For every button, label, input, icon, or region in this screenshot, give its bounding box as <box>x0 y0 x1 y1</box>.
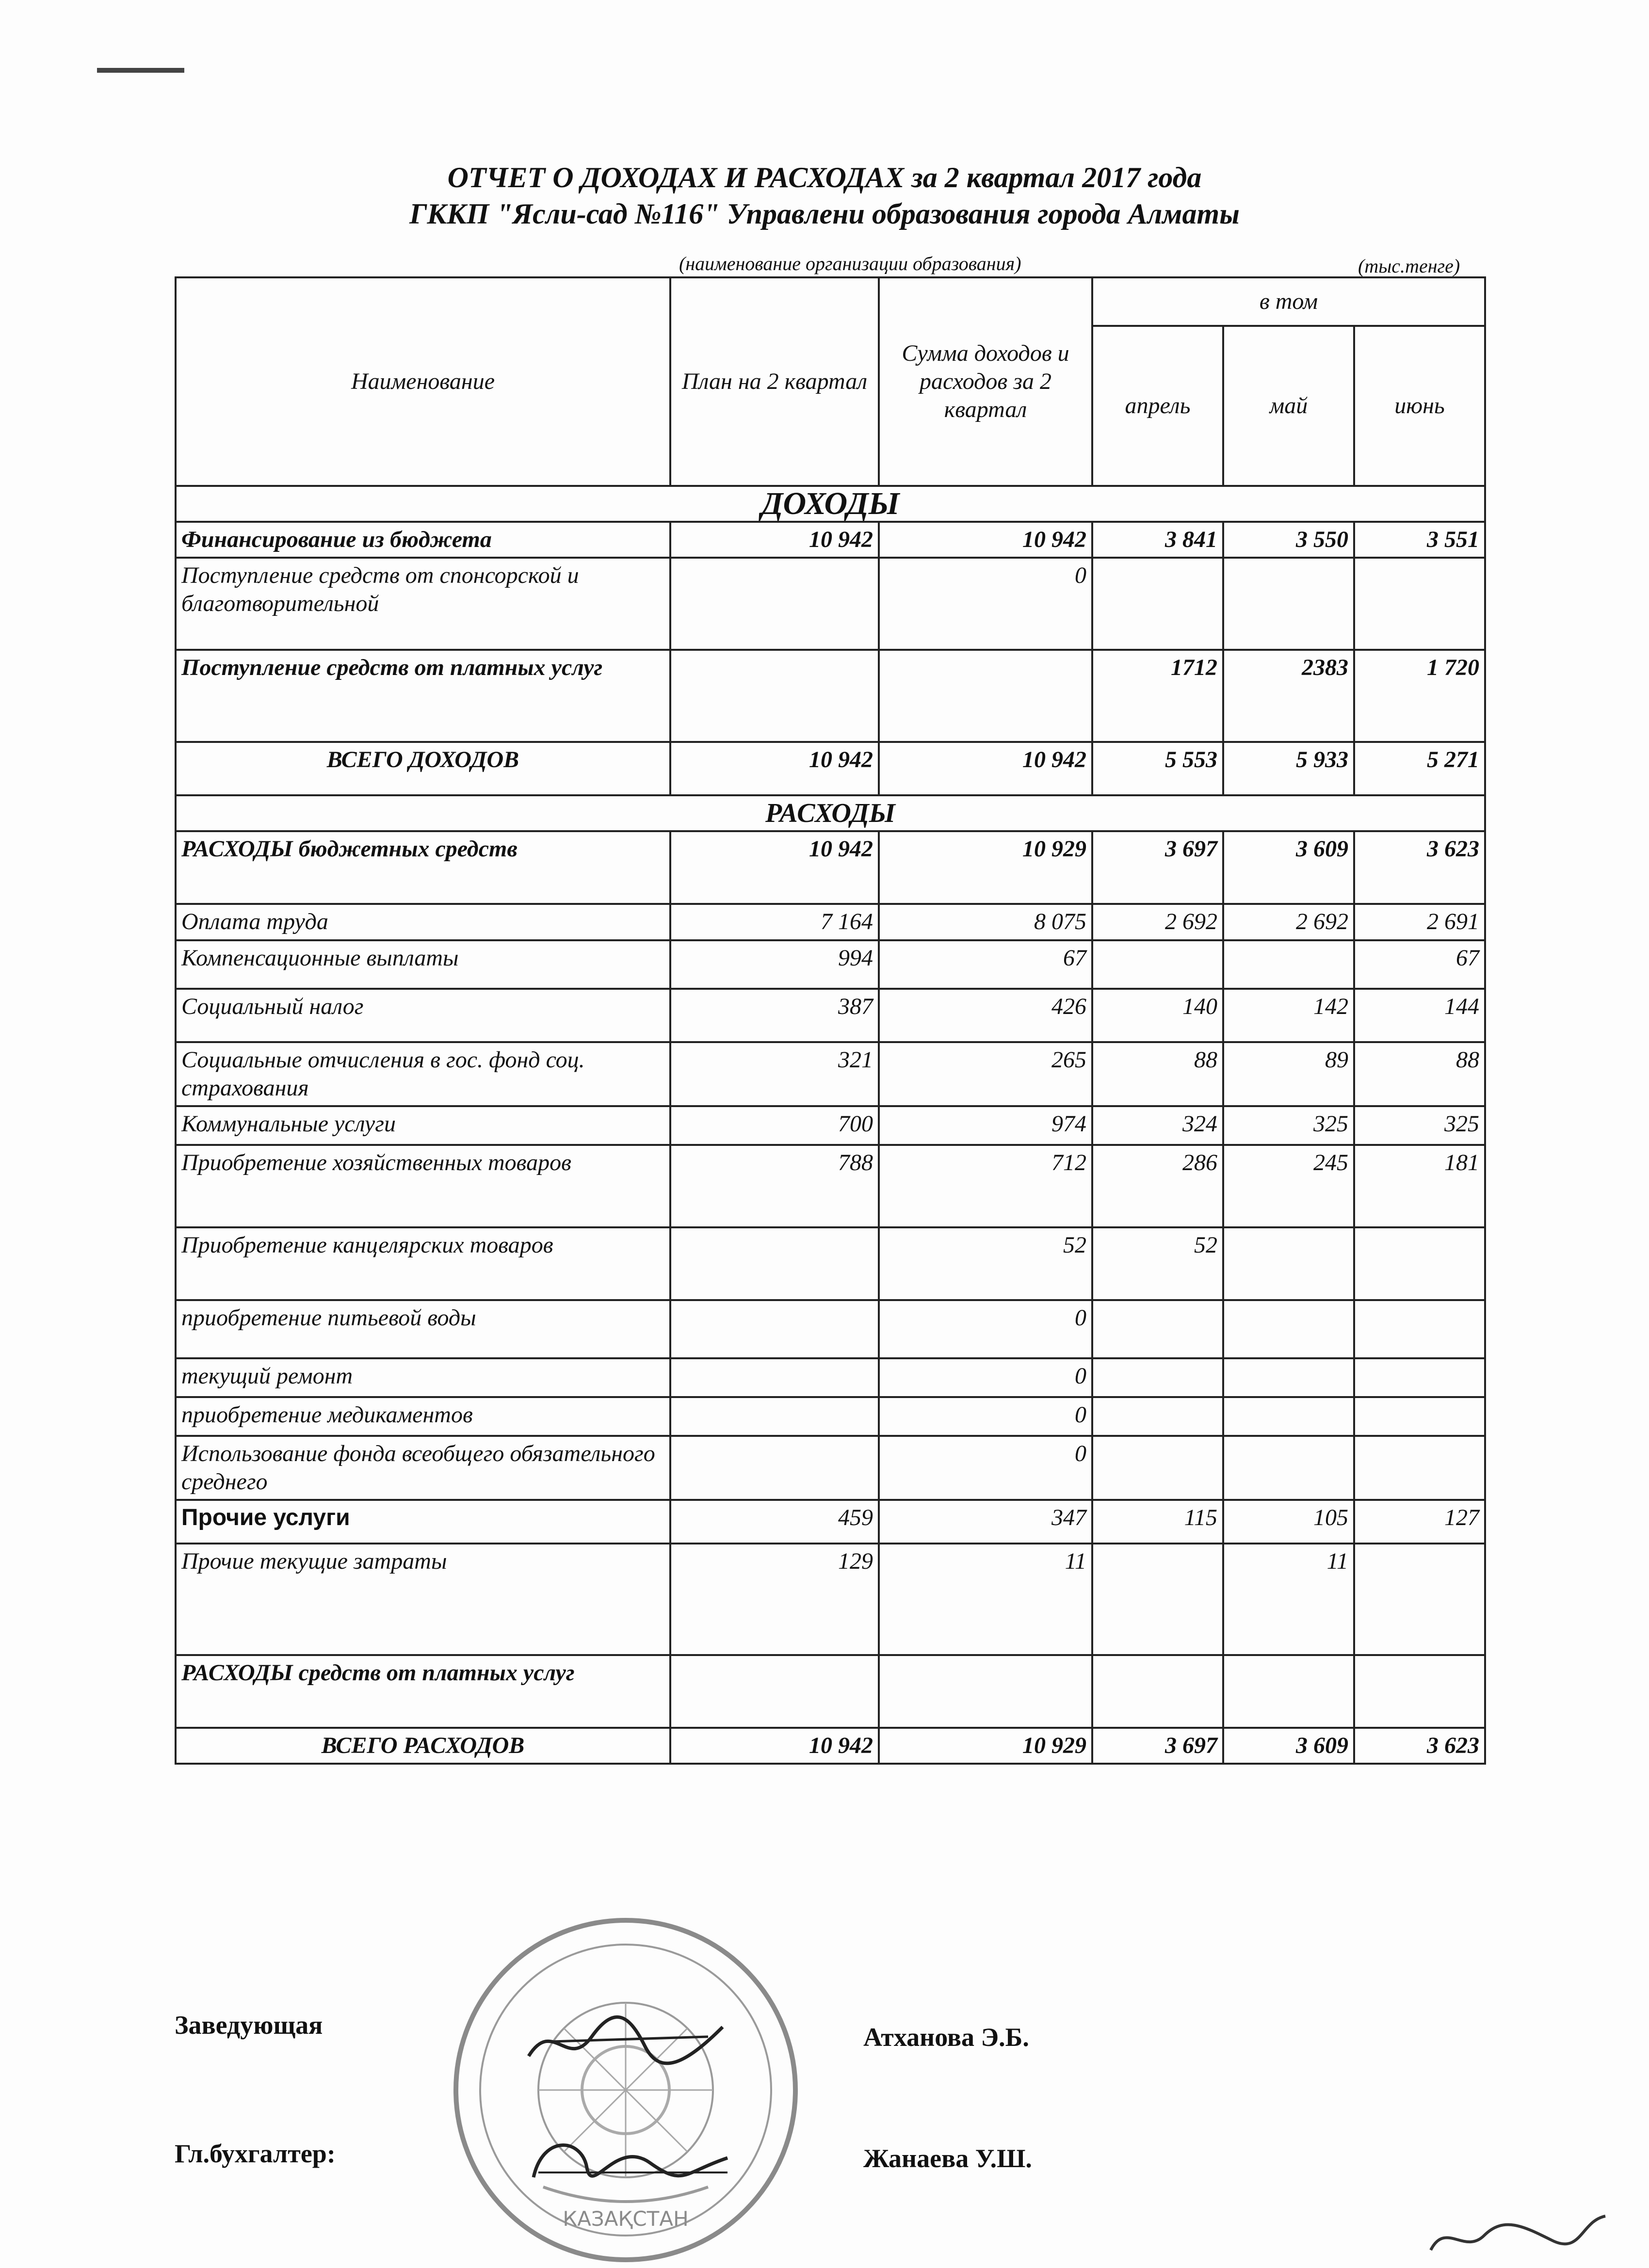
official-seal <box>451 1915 800 2265</box>
cell-may: 2 692 <box>1223 904 1354 940</box>
cell-april <box>1092 1300 1223 1358</box>
cell-plan <box>670 1358 879 1397</box>
cell-may: 3 550 <box>1223 522 1354 558</box>
cell-april <box>1092 1436 1223 1500</box>
units-caption: (тыс.тенге) <box>1358 255 1460 277</box>
cell-sum: 0 <box>879 1358 1092 1397</box>
cell-plan: 10 942 <box>670 1728 879 1764</box>
expense-row <box>176 989 1485 1042</box>
cell-may <box>1223 558 1354 650</box>
cell-may: 3 609 <box>1223 1728 1354 1764</box>
seal-country-text: КАЗАҚСТАН <box>563 2207 689 2231</box>
cell-april: 3 841 <box>1092 522 1223 558</box>
cell-sum: 10 942 <box>879 522 1092 558</box>
cell-name: Компенсационные выплаты <box>176 940 670 989</box>
cell-sum <box>879 1655 1092 1728</box>
cell-plan <box>670 1397 879 1436</box>
cell-plan: 10 942 <box>670 522 879 558</box>
cell-plan <box>670 1655 879 1728</box>
header-plan: План на 2 квартал <box>670 277 879 486</box>
cell-april: 324 <box>1092 1106 1223 1145</box>
head-signature <box>524 2008 728 2075</box>
cell-plan <box>670 1227 879 1300</box>
cell-june <box>1354 1397 1485 1436</box>
cell-sum: 0 <box>879 1300 1092 1358</box>
header-group: в том <box>1092 277 1485 326</box>
cell-april <box>1092 558 1223 650</box>
cell-april: 115 <box>1092 1500 1223 1544</box>
cell-june <box>1354 1544 1485 1655</box>
cell-sum: 8 075 <box>879 904 1092 940</box>
cell-sum: 426 <box>879 989 1092 1042</box>
cell-plan: 10 942 <box>670 742 879 795</box>
cell-sum: 10 942 <box>879 742 1092 795</box>
cell-name: Приобретение канцелярских товаров <box>176 1227 670 1300</box>
expense-row <box>176 904 1485 940</box>
cell-may <box>1223 1227 1354 1300</box>
cell-may: 89 <box>1223 1042 1354 1106</box>
cell-may <box>1223 1358 1354 1397</box>
cell-name: ВСЕГО ДОХОДОВ <box>176 742 670 795</box>
cell-june: 67 <box>1354 940 1485 989</box>
scan-mark <box>97 68 184 73</box>
cell-june <box>1354 1358 1485 1397</box>
cell-sum: 52 <box>879 1227 1092 1300</box>
cell-june: 144 <box>1354 989 1485 1042</box>
cell-plan: 387 <box>670 989 879 1042</box>
cell-plan <box>670 558 879 650</box>
cell-may <box>1223 1300 1354 1358</box>
cell-april: 88 <box>1092 1042 1223 1106</box>
income-row <box>176 558 1485 650</box>
cell-name: РАСХОДЫ средств от платных услуг <box>176 1655 670 1728</box>
cell-april: 2 692 <box>1092 904 1223 940</box>
cell-june: 3 623 <box>1354 831 1485 904</box>
cell-april: 52 <box>1092 1227 1223 1300</box>
cell-june <box>1354 1436 1485 1500</box>
expense-row <box>176 1544 1485 1655</box>
cell-april: 5 553 <box>1092 742 1223 795</box>
cell-april <box>1092 1655 1223 1728</box>
cell-sum: 10 929 <box>879 831 1092 904</box>
cell-june: 3 551 <box>1354 522 1485 558</box>
cell-april: 140 <box>1092 989 1223 1042</box>
cell-june: 5 271 <box>1354 742 1485 795</box>
cell-june <box>1354 1655 1485 1728</box>
cell-plan <box>670 650 879 742</box>
cell-may <box>1223 940 1354 989</box>
expense-paid-row <box>176 1655 1485 1728</box>
report-body <box>176 486 1485 1764</box>
cell-plan: 788 <box>670 1145 879 1227</box>
accountant-signature <box>524 2124 737 2192</box>
report-title-line1: ОТЧЕТ О ДОХОДАХ И РАСХОДАХ за 2 квартал 2017 года <box>447 161 1202 193</box>
cell-name: Использование фонда всеобщего обязательного среднего <box>176 1436 670 1500</box>
cell-may: 2383 <box>1223 650 1354 742</box>
cell-sum: 0 <box>879 558 1092 650</box>
cell-june: 325 <box>1354 1106 1485 1145</box>
cell-april <box>1092 1544 1223 1655</box>
cell-name: Прочие услуги <box>176 1500 670 1544</box>
expense-row <box>176 1436 1485 1500</box>
expense-row <box>176 940 1485 989</box>
cell-plan: 10 942 <box>670 831 879 904</box>
cell-plan: 129 <box>670 1544 879 1655</box>
expense-budget-row <box>176 831 1485 904</box>
cell-may: 325 <box>1223 1106 1354 1145</box>
expense-row <box>176 1358 1485 1397</box>
cell-may <box>1223 1655 1354 1728</box>
income-section-title: ДОХОДЫ <box>176 486 1485 522</box>
cell-sum: 974 <box>879 1106 1092 1145</box>
expense-section-title: РАСХОДЫ <box>176 795 1485 831</box>
cell-plan: 459 <box>670 1500 879 1544</box>
cell-plan: 700 <box>670 1106 879 1145</box>
cell-june: 1 720 <box>1354 650 1485 742</box>
cell-april: 3 697 <box>1092 831 1223 904</box>
accountant-title: Гл.бухгалтер: <box>175 2139 336 2168</box>
cell-name: приобретение медикаментов <box>176 1397 670 1436</box>
accountant-name: Жанаева У.Ш. <box>863 2144 1032 2173</box>
cell-june: 127 <box>1354 1500 1485 1544</box>
cell-sum <box>879 650 1092 742</box>
cell-name: текущий ремонт <box>176 1358 670 1397</box>
head-title: Заведующая <box>175 2011 323 2040</box>
cell-april <box>1092 1358 1223 1397</box>
cell-sum: 265 <box>879 1042 1092 1106</box>
cell-sum: 712 <box>879 1145 1092 1227</box>
expense-row <box>176 1300 1485 1358</box>
income-row <box>176 522 1485 558</box>
cell-may: 3 609 <box>1223 831 1354 904</box>
expense-total-row <box>176 1728 1485 1764</box>
expense-row <box>176 1500 1485 1544</box>
expense-row <box>176 1042 1485 1106</box>
cell-june: 88 <box>1354 1042 1485 1106</box>
cell-name: приобретение питьевой воды <box>176 1300 670 1358</box>
cell-june: 181 <box>1354 1145 1485 1227</box>
income-total-row <box>176 742 1485 795</box>
cell-name: Социальный налог <box>176 989 670 1042</box>
cell-may <box>1223 1397 1354 1436</box>
cell-june: 2 691 <box>1354 904 1485 940</box>
header-june: июнь <box>1354 326 1485 486</box>
cell-sum: 0 <box>879 1397 1092 1436</box>
cell-may: 105 <box>1223 1500 1354 1544</box>
expense-row <box>176 1145 1485 1227</box>
head-name: Атханова Э.Б. <box>863 2023 1029 2052</box>
header-sum: Сумма доходов и расходов за 2 квартал <box>879 277 1092 486</box>
cell-name: РАСХОДЫ бюджетных средств <box>176 831 670 904</box>
cell-plan: 321 <box>670 1042 879 1106</box>
cell-april: 286 <box>1092 1145 1223 1227</box>
cell-may: 11 <box>1223 1544 1354 1655</box>
report-table <box>175 276 1486 1765</box>
cell-name: Коммунальные услуги <box>176 1106 670 1145</box>
cell-name: Оплата труда <box>176 904 670 940</box>
cell-sum: 11 <box>879 1544 1092 1655</box>
cell-june <box>1354 1300 1485 1358</box>
cell-may: 5 933 <box>1223 742 1354 795</box>
header-name: Наименование <box>176 277 670 486</box>
cell-plan: 994 <box>670 940 879 989</box>
cell-april <box>1092 1397 1223 1436</box>
cell-name: Поступление средств от платных услуг <box>176 650 670 742</box>
section-row <box>176 795 1485 831</box>
cell-sum: 10 929 <box>879 1728 1092 1764</box>
cell-may <box>1223 1436 1354 1500</box>
cell-name: Прочие текущие затраты <box>176 1544 670 1655</box>
corner-signature <box>1426 2211 1610 2265</box>
cell-may: 142 <box>1223 989 1354 1042</box>
cell-june: 3 623 <box>1354 1728 1485 1764</box>
header-may: май <box>1223 326 1354 486</box>
cell-sum: 347 <box>879 1500 1092 1544</box>
org-caption: (наименование организации образования) <box>679 253 1021 274</box>
expense-row <box>176 1106 1485 1145</box>
cell-plan: 7 164 <box>670 904 879 940</box>
cell-name: Социальные отчисления в гос. фонд соц. страхования <box>176 1042 670 1106</box>
cell-plan <box>670 1300 879 1358</box>
header-april: апрель <box>1092 326 1223 486</box>
cell-april: 1712 <box>1092 650 1223 742</box>
cell-june <box>1354 1227 1485 1300</box>
cell-name: Поступление средств от спонсорской и благотворительной <box>176 558 670 650</box>
income-row <box>176 650 1485 742</box>
cell-name: Финансирование из бюджета <box>176 522 670 558</box>
cell-plan <box>670 1436 879 1500</box>
cell-april <box>1092 940 1223 989</box>
report-title-line2: ГККП "Ясли-сад №116" Управлени образования города Алматы <box>409 198 1240 230</box>
cell-may: 245 <box>1223 1145 1354 1227</box>
expense-row <box>176 1397 1485 1436</box>
cell-name: ВСЕГО РАСХОДОВ <box>176 1728 670 1764</box>
expense-row <box>176 1227 1485 1300</box>
cell-name: Приобретение хозяйственных товаров <box>176 1145 670 1227</box>
cell-sum: 0 <box>879 1436 1092 1500</box>
cell-sum: 67 <box>879 940 1092 989</box>
cell-april: 3 697 <box>1092 1728 1223 1764</box>
cell-june <box>1354 558 1485 650</box>
